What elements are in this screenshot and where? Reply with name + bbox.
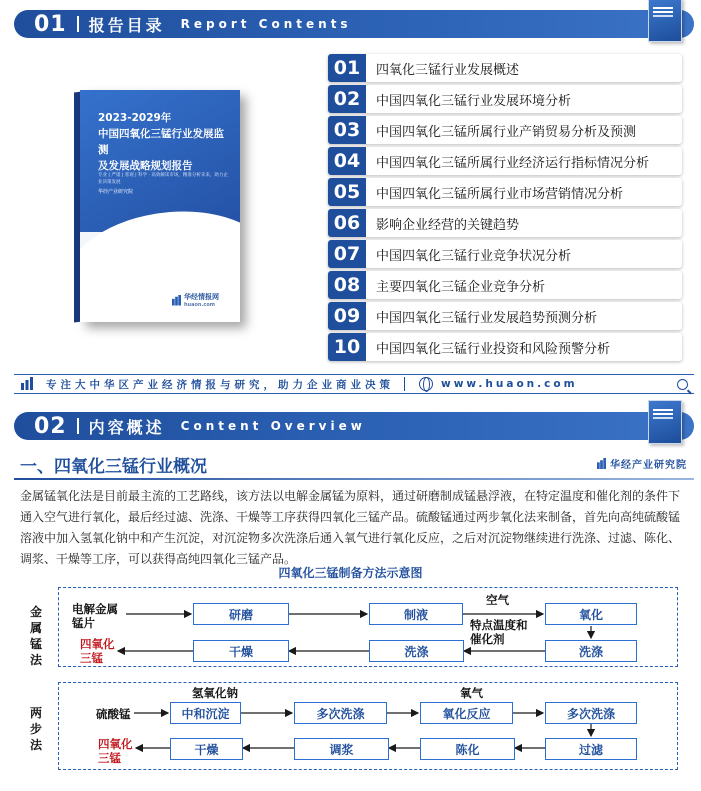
flow-step: 干燥 — [193, 640, 289, 662]
toc-item-number: 02 — [328, 85, 366, 113]
flow-step: 干燥 — [170, 738, 243, 760]
reagent-label: 氧气 — [460, 686, 483, 700]
flow-step: 陈化 — [420, 738, 515, 760]
toc-item-label: 中国四氧化三锰行业投资和风险预警分析 — [376, 341, 611, 357]
method1-output: 四氧化三锰 — [80, 637, 115, 665]
flow-step: 氧化 — [545, 603, 637, 625]
method2-output: 四氧化三锰 — [98, 737, 133, 765]
toc-item-number: 05 — [328, 178, 366, 206]
cover-logo-name: 华经情报网 — [184, 293, 219, 301]
flow-step: 中和沉淀 — [170, 702, 241, 724]
report-cover-subtitle: 专业 | 严谨 | 客观 | 科学 · 高效解读市场，精准分析未来，助力企业决策发展 — [98, 173, 228, 185]
toc-item-label: 中国四氧化三锰行业竞争状况分析 — [376, 248, 572, 264]
diagram-title: 四氧化三锰制备方法示意图 — [278, 566, 423, 580]
flow-step: 洗涤 — [369, 640, 464, 662]
section2-number: 02 — [34, 413, 67, 439]
cover-logo-url: huaon.com — [184, 302, 215, 308]
report-cover-publisher: 华经产业研究院 — [98, 189, 134, 195]
report-cover-title-line: 中国四氧化三锰行业发展监测 — [98, 128, 224, 156]
toc-item-label: 四氧化三锰行业发展概述 — [376, 62, 520, 78]
slogan-text: 专注大中华区产业经济情报与研究，助力企业商业决策 — [46, 378, 394, 391]
flow-step: 多次洗涤 — [545, 702, 637, 724]
method1-label: 金属锰法 — [29, 605, 42, 667]
reagent-label: 氢氧化钠 — [192, 686, 238, 700]
toc-item-label: 中国四氧化三锰所属行业市场营销情况分析 — [376, 186, 624, 202]
flow-step: 多次洗涤 — [294, 702, 387, 724]
condition-label: 空气 — [486, 593, 509, 607]
toc-item-label: 中国四氧化三锰所属行业产销贸易分析及预测 — [376, 124, 637, 140]
toc-item-number: 03 — [328, 116, 366, 144]
toc-item-label: 中国四氧化三锰所属行业经济运行指标情况分析 — [376, 155, 650, 171]
flow-step: 过滤 — [545, 738, 637, 760]
method2-input: 硫酸锰 — [96, 707, 131, 721]
toc-item-label: 中国四氧化三锰行业发展环境分析 — [376, 93, 572, 109]
toc-item-number: 10 — [328, 333, 366, 361]
content-heading: 一、四氧化三锰行业概况 — [20, 457, 207, 477]
toc-item-number: 04 — [328, 147, 366, 175]
toc-item-label: 主要四氧化三锰企业竞争分析 — [376, 279, 546, 295]
section2-title-en: Content Overview — [180, 419, 366, 433]
condition-label: 特点温度和催化剂 — [470, 618, 528, 646]
method1-input: 电解金属锰片 — [72, 602, 118, 630]
section1-title: 报告目录 — [88, 15, 165, 35]
toc-item-number: 06 — [328, 209, 366, 237]
website-link[interactable]: www.huaon.com — [441, 378, 578, 390]
flow-step: 研磨 — [193, 603, 289, 625]
overview-paragraph: 金属锰氧化法是目前最主流的工艺路线，该方法以电解金属锰为原料，通过研磨制成锰悬浮液，在特定温度和催化剂的条件下通入空气进行氧化，最后经过滤、洗涤、干燥等工序获得四氧化三锰产品。硫酸锰通过两步氧化法来制备，首先向高纯硫酸锰溶液中加入氢氧化钠中和产生沉淀，对沉淀物多次洗涤后通入氧气进行氧化反应，之后对沉淀物继续进行洗涤、过滤、陈化、调浆、干燥等工序，可以获得高纯四氧化三锰产品。 — [20, 489, 681, 566]
section1-title-en: Report Contents — [180, 17, 352, 31]
toc-item-number: 08 — [328, 271, 366, 299]
toc-item-number: 09 — [328, 302, 366, 330]
toc-item-number: 01 — [328, 54, 366, 82]
section1-number: 01 — [34, 11, 67, 37]
toc-item-label: 影响企业经营的关键趋势 — [376, 217, 520, 233]
report-cover-year: 2023-2029年 — [98, 112, 172, 124]
toc-item-label: 中国四氧化三锰行业发展趋势预测分析 — [376, 310, 598, 326]
report-cover-title-line: 及发展战略规划报告 — [98, 160, 193, 172]
flow-step: 氧化反应 — [420, 702, 513, 724]
toc-item-number: 07 — [328, 240, 366, 268]
flow-step: 洗涤 — [545, 640, 637, 662]
section2-title: 内容概述 — [88, 417, 165, 437]
flow-step: 调浆 — [294, 738, 389, 760]
brand-name: 华经产业研究院 — [610, 460, 687, 471]
method2-label: 两步法 — [29, 706, 42, 752]
flow-step: 制液 — [369, 603, 463, 625]
